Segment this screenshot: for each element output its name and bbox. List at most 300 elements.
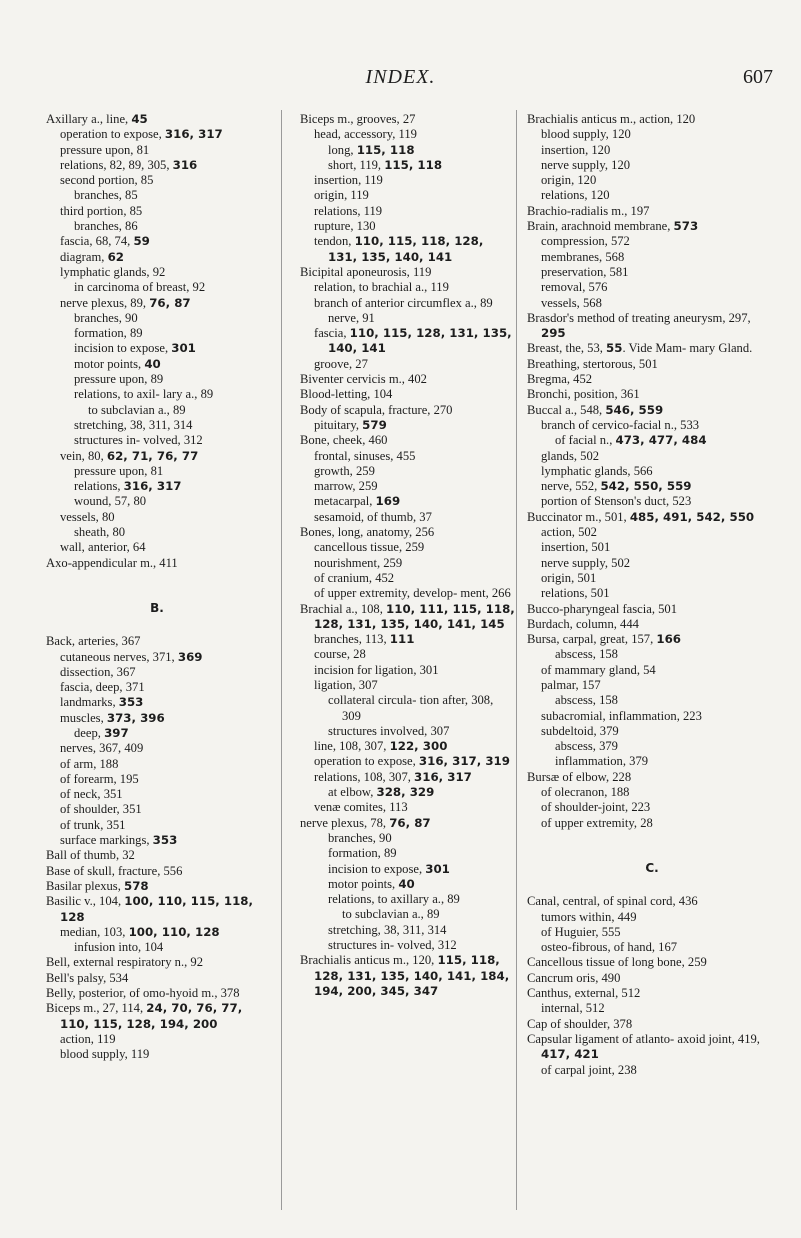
entry-text: of shoulder-joint, 223 (541, 800, 651, 815)
entry-text: removal, 576 (541, 280, 608, 295)
index-entry (300, 525, 515, 540)
entry-text: short, 119, (328, 157, 385, 172)
entry-text: Bucco-pharyngeal fascia, 501 (527, 601, 678, 616)
index-entry (46, 540, 268, 555)
entry-text: of forearm, 195 (60, 771, 139, 786)
index-entry (300, 586, 515, 601)
entry-text: stretching, 38, 311, 314 (74, 417, 193, 432)
entry-text: wall, anterior, 64 (60, 540, 146, 555)
entry-text: branches, 86 (74, 219, 138, 234)
entry-page-refs: 485, 491, 542, 550 (629, 509, 755, 524)
index-entry (46, 311, 268, 326)
index-entry (300, 953, 515, 999)
entry-text: subdeltoid, 379 (541, 723, 619, 738)
index-entry (527, 143, 777, 158)
entry-text: Belly, posterior, of omo-hyoid m., 378 (46, 986, 240, 1001)
index-entry (527, 234, 777, 249)
entry-page-refs: 353 (152, 833, 178, 848)
index-entry (300, 862, 515, 877)
index-entry (46, 173, 268, 188)
index-entry (527, 173, 777, 188)
index-entry (46, 464, 268, 479)
entry-text: Back, arteries, 367 (46, 634, 141, 649)
entry-text: nerve plexus, 78, (300, 815, 390, 830)
entry-text: of arm, 188 (60, 756, 119, 771)
index-entry (527, 709, 777, 724)
index-entry (527, 540, 777, 555)
entry-text: Axo-appendicular m., 411 (46, 555, 178, 570)
entry-text: rupture, 130 (314, 219, 376, 234)
entry-text: lymphatic glands, 566 (541, 463, 653, 478)
entry-text: of upper extremity, 28 (541, 815, 653, 830)
entry-text: nerve, 552, (541, 479, 601, 494)
index-entry (300, 311, 515, 326)
index-entry (300, 296, 515, 311)
index-entry (46, 265, 268, 280)
entry-text: pituitary, (314, 417, 363, 432)
index-entry (300, 449, 515, 464)
entry-text: Cancrum oris, 490 (527, 970, 621, 985)
entry-text: of olecranon, 188 (541, 785, 630, 800)
index-entry (46, 296, 268, 311)
entry-text: motor points, (328, 876, 399, 891)
index-entry (300, 602, 515, 633)
entry-text: Bones, long, anatomy, 256 (300, 525, 435, 540)
entry-text: in carcinoma of breast, 92 (74, 280, 206, 295)
entry-text: branch of cervico-facial n., 533 (541, 417, 700, 432)
index-entry (527, 1032, 777, 1063)
entry-page-refs: 115, 118 (384, 157, 443, 172)
index-entry (300, 127, 515, 142)
index-entry (527, 449, 777, 464)
entry-text: Bell's palsy, 534 (46, 970, 129, 985)
index-entry (527, 127, 777, 142)
entry-page-refs: 546, 559 (605, 402, 664, 417)
index-entry (300, 800, 515, 815)
entry-text: Brain, arachnoid membrane, (527, 219, 674, 234)
entry-text: of neck, 351 (60, 787, 123, 802)
entry-text: Biceps m., 27, 114, (46, 1001, 147, 1016)
entry-text: branches, 85 (74, 188, 138, 203)
entry-text: of cranium, 452 (314, 570, 395, 585)
index-entry (46, 680, 268, 695)
entry-page-refs: 110, 111, 115, 118, 128, 131, 135, 140, 141, 145 (314, 601, 515, 631)
index-entry (300, 265, 515, 280)
entry-page-refs: 111 (389, 632, 415, 647)
entry-text: relations, 108, 307, (314, 769, 415, 784)
section-letter (527, 861, 777, 876)
entry-page-refs: 62 (107, 249, 124, 264)
entry-text: course, 28 (314, 647, 366, 662)
index-entry (46, 372, 268, 387)
entry-text: to subclavian a., 89 (88, 402, 186, 417)
entry-page-refs: 24, 70, 76, 77, 110, 115, 128, 194, 200 (60, 1001, 243, 1031)
index-entry (46, 665, 268, 680)
entry-text: palmar, 157 (541, 677, 601, 692)
index-entry (46, 818, 268, 833)
entry-text: Bursa, carpal, great, 157, (527, 632, 657, 647)
index-entry (46, 280, 268, 295)
entry-text: B. (150, 600, 164, 615)
entry-text: Bursæ of elbow, 228 (527, 769, 632, 784)
index-entry (300, 693, 515, 724)
index-entry (527, 940, 777, 955)
entry-text: subacromial, inflammation, 223 (541, 708, 702, 723)
index-entry (300, 739, 515, 754)
index-entry (527, 986, 777, 1001)
index-entry (527, 754, 777, 769)
entry-page-refs: 40 (398, 876, 415, 891)
index-entry (46, 833, 268, 848)
index-entry (46, 1047, 268, 1062)
entry-text: branch of anterior circumflex a., 89 (314, 295, 493, 310)
entry-text: venæ comites, 113 (314, 800, 408, 815)
index-entry (300, 158, 515, 173)
entry-text: of carpal joint, 238 (541, 1062, 637, 1077)
index-entry (527, 372, 777, 387)
entry-page-refs: 122, 300 (389, 739, 448, 754)
entry-text: Canthus, external, 512 (527, 986, 641, 1001)
index-entry (46, 955, 268, 970)
entry-text: blood supply, 120 (541, 127, 631, 142)
entry-text: formation, 89 (74, 326, 143, 341)
entry-text: Bell, external respiratory n., 92 (46, 955, 204, 970)
entry-text: insertion, 501 (541, 540, 611, 555)
index-entry (46, 250, 268, 265)
entry-text: of trunk, 351 (60, 817, 126, 832)
index-entry (46, 418, 268, 433)
index-entry (300, 234, 515, 265)
index-entry (300, 831, 515, 846)
entry-text: Breathing, stertorous, 501 (527, 356, 658, 371)
index-entry (527, 418, 777, 433)
entry-page-refs: 100, 110, 115, 118, 128 (60, 894, 253, 924)
index-entry (527, 158, 777, 173)
column-rule-2 (516, 110, 517, 1210)
entry-text: nerves, 367, 409 (60, 741, 144, 756)
index-entry (46, 772, 268, 787)
entry-text: Canal, central, of spinal cord, 436 (527, 894, 698, 909)
entry-text: relations, to axillary a., 89 (328, 892, 460, 907)
entry-text: Base of skull, fracture, 556 (46, 863, 183, 878)
entry-page-refs: 62, 71, 76, 77 (106, 448, 199, 463)
entry-text: groove, 27 (314, 356, 368, 371)
index-entry (527, 925, 777, 940)
index-entry (300, 877, 515, 892)
entry-text: Breast, the, 53, (527, 341, 607, 356)
entry-page-refs: 110, 115, 128, 131, 135, 140, 141 (328, 326, 512, 356)
entry-text: to subclavian a., 89 (342, 907, 440, 922)
entry-text: nerve plexus, 89, (60, 295, 150, 310)
entry-text: head, accessory, 119 (314, 127, 417, 142)
entry-text: relations, 119 (314, 203, 383, 218)
index-entry (527, 188, 777, 203)
index-entry (46, 326, 268, 341)
entry-text: Blood-letting, 104 (300, 387, 393, 402)
entry-text: Capsular ligament of atlanto- axoid joint, 419, (527, 1031, 760, 1046)
index-entry (300, 357, 515, 372)
entry-text: operation to expose, (314, 754, 419, 769)
entry-page-refs: 316, 317 (414, 769, 472, 784)
index-entry (46, 741, 268, 756)
index-entry (527, 1001, 777, 1016)
index-entry (527, 265, 777, 280)
index-entry (46, 925, 268, 940)
entry-text: of shoulder, 351 (60, 802, 142, 817)
entry-text: pressure upon, 81 (74, 463, 164, 478)
entry-text: tendon, (314, 234, 355, 249)
entry-text: pressure upon, 89 (74, 372, 164, 387)
index-entry (527, 663, 777, 678)
index-entry (527, 910, 777, 925)
entry-text: fascia, (314, 326, 350, 341)
entry-text: Burdach, column, 444 (527, 616, 639, 631)
index-entry (46, 204, 268, 219)
entry-page-refs: 579 (362, 417, 387, 432)
entry-text: relations, to axil- lary a., 89 (74, 387, 214, 402)
entry-text: abscess, 158 (555, 647, 618, 662)
entry-page-refs: 166 (656, 632, 682, 647)
entry-text: origin, 119 (314, 188, 369, 203)
entry-text: Buccinator m., 501, (527, 509, 630, 524)
entry-text: Body of scapula, fracture, 270 (300, 402, 453, 417)
index-entry (46, 494, 268, 509)
entry-text: internal, 512 (541, 1001, 605, 1016)
entry-text: landmarks, (60, 695, 119, 710)
entry-page-refs: 542, 550, 559 (600, 479, 692, 494)
index-entry (527, 250, 777, 265)
index-entry (46, 879, 268, 894)
index-column-3 (527, 112, 777, 1078)
entry-text: of mammary gland, 54 (541, 662, 656, 677)
index-column-1 (46, 112, 268, 1063)
index-entry (300, 754, 515, 769)
entry-text: pressure upon, 81 (60, 142, 150, 157)
index-entry (527, 1063, 777, 1078)
index-entry (527, 510, 777, 525)
entry-text: structures involved, 307 (328, 723, 450, 738)
entry-page-refs: 115, 118 (356, 142, 415, 157)
entry-text: Basilar plexus, (46, 878, 124, 893)
index-entry (46, 127, 268, 142)
entry-text: Brachialis anticus m., action, 120 (527, 112, 696, 126)
index-entry (527, 894, 777, 909)
index-entry (46, 1001, 268, 1032)
entry-text: relations, 501 (541, 586, 610, 601)
entry-text: Bronchi, position, 361 (527, 387, 640, 402)
index-entry (527, 816, 777, 831)
index-entry (527, 479, 777, 494)
entry-text: frontal, sinuses, 455 (314, 448, 416, 463)
index-entry (300, 510, 515, 525)
entry-text: of facial n., (555, 433, 616, 448)
index-entry (527, 311, 777, 342)
index-entry (300, 556, 515, 571)
entry-text: Brasdor's method of treating aneurysm, 297, (527, 310, 751, 325)
entry-text: Cancellous tissue of long bone, 259 (527, 955, 707, 970)
index-entry (46, 387, 268, 402)
entry-text: nerve supply, 502 (541, 555, 631, 570)
entry-page-refs: 353 (118, 695, 144, 710)
entry-text: Brachio-radialis m., 197 (527, 203, 650, 218)
entry-page-refs: 573 (673, 219, 699, 234)
index-entry (527, 433, 777, 448)
index-entry (527, 571, 777, 586)
entry-text: vessels, 568 (541, 295, 602, 310)
column-rule-1 (281, 110, 282, 1210)
index-entry (527, 525, 777, 540)
index-entry (46, 864, 268, 879)
entry-text: ligation, 307 (314, 677, 378, 692)
entry-text: Biventer cervicis m., 402 (300, 372, 427, 387)
entry-text: Brachial a., 108, (300, 601, 387, 616)
index-entry (46, 650, 268, 665)
entry-text: origin, 120 (541, 173, 597, 188)
index-entry (527, 602, 777, 617)
entry-text: cutaneous nerves, 371, (60, 649, 178, 664)
index-entry (46, 188, 268, 203)
entry-text: infusion into, 104 (74, 940, 164, 955)
index-entry (527, 971, 777, 986)
entry-text: vessels, 80 (60, 509, 115, 524)
index-entry (46, 234, 268, 249)
entry-text: vein, 80, (60, 448, 107, 463)
section-letter (46, 601, 268, 616)
entry-text: action, 502 (541, 525, 597, 540)
entry-text: Bone, cheek, 460 (300, 433, 388, 448)
entry-text: relations, 120 (541, 188, 610, 203)
entry-text: branches, 90 (328, 830, 392, 845)
index-entry (527, 785, 777, 800)
index-entry (46, 848, 268, 863)
entry-page-refs: 473, 477, 484 (615, 433, 707, 448)
entry-text: growth, 259 (314, 463, 375, 478)
entry-text: incision for ligation, 301 (314, 662, 439, 677)
entry-text: Brachialis anticus m., 120, (300, 953, 438, 968)
index-entry (46, 556, 268, 571)
index-entry (46, 634, 268, 649)
index-entry (46, 403, 268, 418)
index-entry (300, 816, 515, 831)
entry-page-refs: 76, 87 (389, 815, 431, 830)
entry-text: origin, 501 (541, 570, 597, 585)
index-entry (300, 280, 515, 295)
entry-text: Bicipital aponeurosis, 119 (300, 264, 432, 279)
entry-text: branches, 113, (314, 632, 390, 647)
entry-text: structures in- volved, 312 (74, 433, 203, 448)
entry-text: Ball of thumb, 32 (46, 848, 135, 863)
entry-text: wound, 57, 80 (74, 494, 147, 509)
entry-text: relation, to brachial a., 119 (314, 280, 449, 295)
index-entry (527, 341, 777, 356)
entry-page-refs: 301 (425, 861, 450, 876)
index-entry (46, 357, 268, 372)
index-entry (300, 770, 515, 785)
entry-text: relations, (74, 479, 124, 494)
entry-page-refs: 316, 317, 319 (418, 754, 510, 769)
entry-text: fascia, 68, 74, (60, 234, 134, 249)
running-head: INDEX. (365, 66, 436, 88)
entry-page-refs: 40 (144, 356, 161, 371)
entry-text: Biceps m., grooves, 27 (300, 112, 416, 126)
entry-text: fascia, deep, 371 (60, 680, 145, 695)
entry-text: Buccal a., 548, (527, 402, 606, 417)
index-entry (46, 112, 268, 127)
index-entry (46, 787, 268, 802)
index-entry (300, 663, 515, 678)
entry-text: formation, 89 (328, 846, 397, 861)
index-entry (300, 540, 515, 555)
entry-text: blood supply, 119 (60, 1047, 150, 1062)
entry-text: glands, 502 (541, 448, 600, 463)
entry-text: stretching, 38, 311, 314 (328, 922, 447, 937)
entry-text: insertion, 119 (314, 173, 383, 188)
index-entry (300, 494, 515, 509)
index-entry (300, 112, 515, 127)
entry-text: Axillary a., line, (46, 112, 132, 126)
index-entry (527, 357, 777, 372)
index-entry (527, 693, 777, 708)
index-entry (300, 678, 515, 693)
entry-text: cancellous tissue, 259 (314, 540, 425, 555)
entry-text: relations, 82, 89, 305, (60, 157, 173, 172)
index-entry (46, 940, 268, 955)
index-entry (300, 846, 515, 861)
index-entry (46, 894, 268, 925)
index-entry (527, 647, 777, 662)
entry-text: long, (328, 142, 357, 157)
index-entry (527, 219, 777, 234)
entry-page-refs: 301 (171, 341, 196, 356)
index-entry (300, 204, 515, 219)
index-entry (46, 510, 268, 525)
index-entry (46, 341, 268, 356)
entry-text: incision to expose, (328, 861, 426, 876)
entry-text: incision to expose, (74, 341, 172, 356)
entry-page-refs: 76, 87 (149, 295, 191, 310)
entry-page-refs: 55 (606, 341, 623, 356)
index-entry (527, 678, 777, 693)
entry-text: preservation, 581 (541, 264, 629, 279)
index-entry (46, 433, 268, 448)
entry-text: compression, 572 (541, 234, 630, 249)
index-entry (300, 923, 515, 938)
entry-text: median, 103, (60, 924, 129, 939)
entry-text: Bregma, 452 (527, 372, 593, 387)
entry-text: abscess, 158 (555, 693, 618, 708)
index-entry (300, 433, 515, 448)
entry-text: C. (645, 860, 659, 875)
index-entry (527, 724, 777, 739)
entry-text: third portion, 85 (60, 203, 143, 218)
index-entry (527, 1017, 777, 1032)
index-entry (527, 464, 777, 479)
index-entry (300, 632, 515, 647)
entry-page-refs: 316, 317 (164, 127, 223, 142)
index-entry (527, 955, 777, 970)
index-entry (46, 757, 268, 772)
index-entry (46, 695, 268, 710)
index-entry (300, 418, 515, 433)
entry-text: osteo-fibrous, of hand, 167 (541, 940, 678, 955)
index-entry (46, 449, 268, 464)
index-entry (300, 647, 515, 662)
entry-text: sheath, 80 (74, 525, 126, 540)
index-entry (300, 479, 515, 494)
entry-text: structures in- volved, 312 (328, 938, 457, 953)
index-entry (300, 785, 515, 800)
entry-text: at elbow, (328, 785, 377, 800)
